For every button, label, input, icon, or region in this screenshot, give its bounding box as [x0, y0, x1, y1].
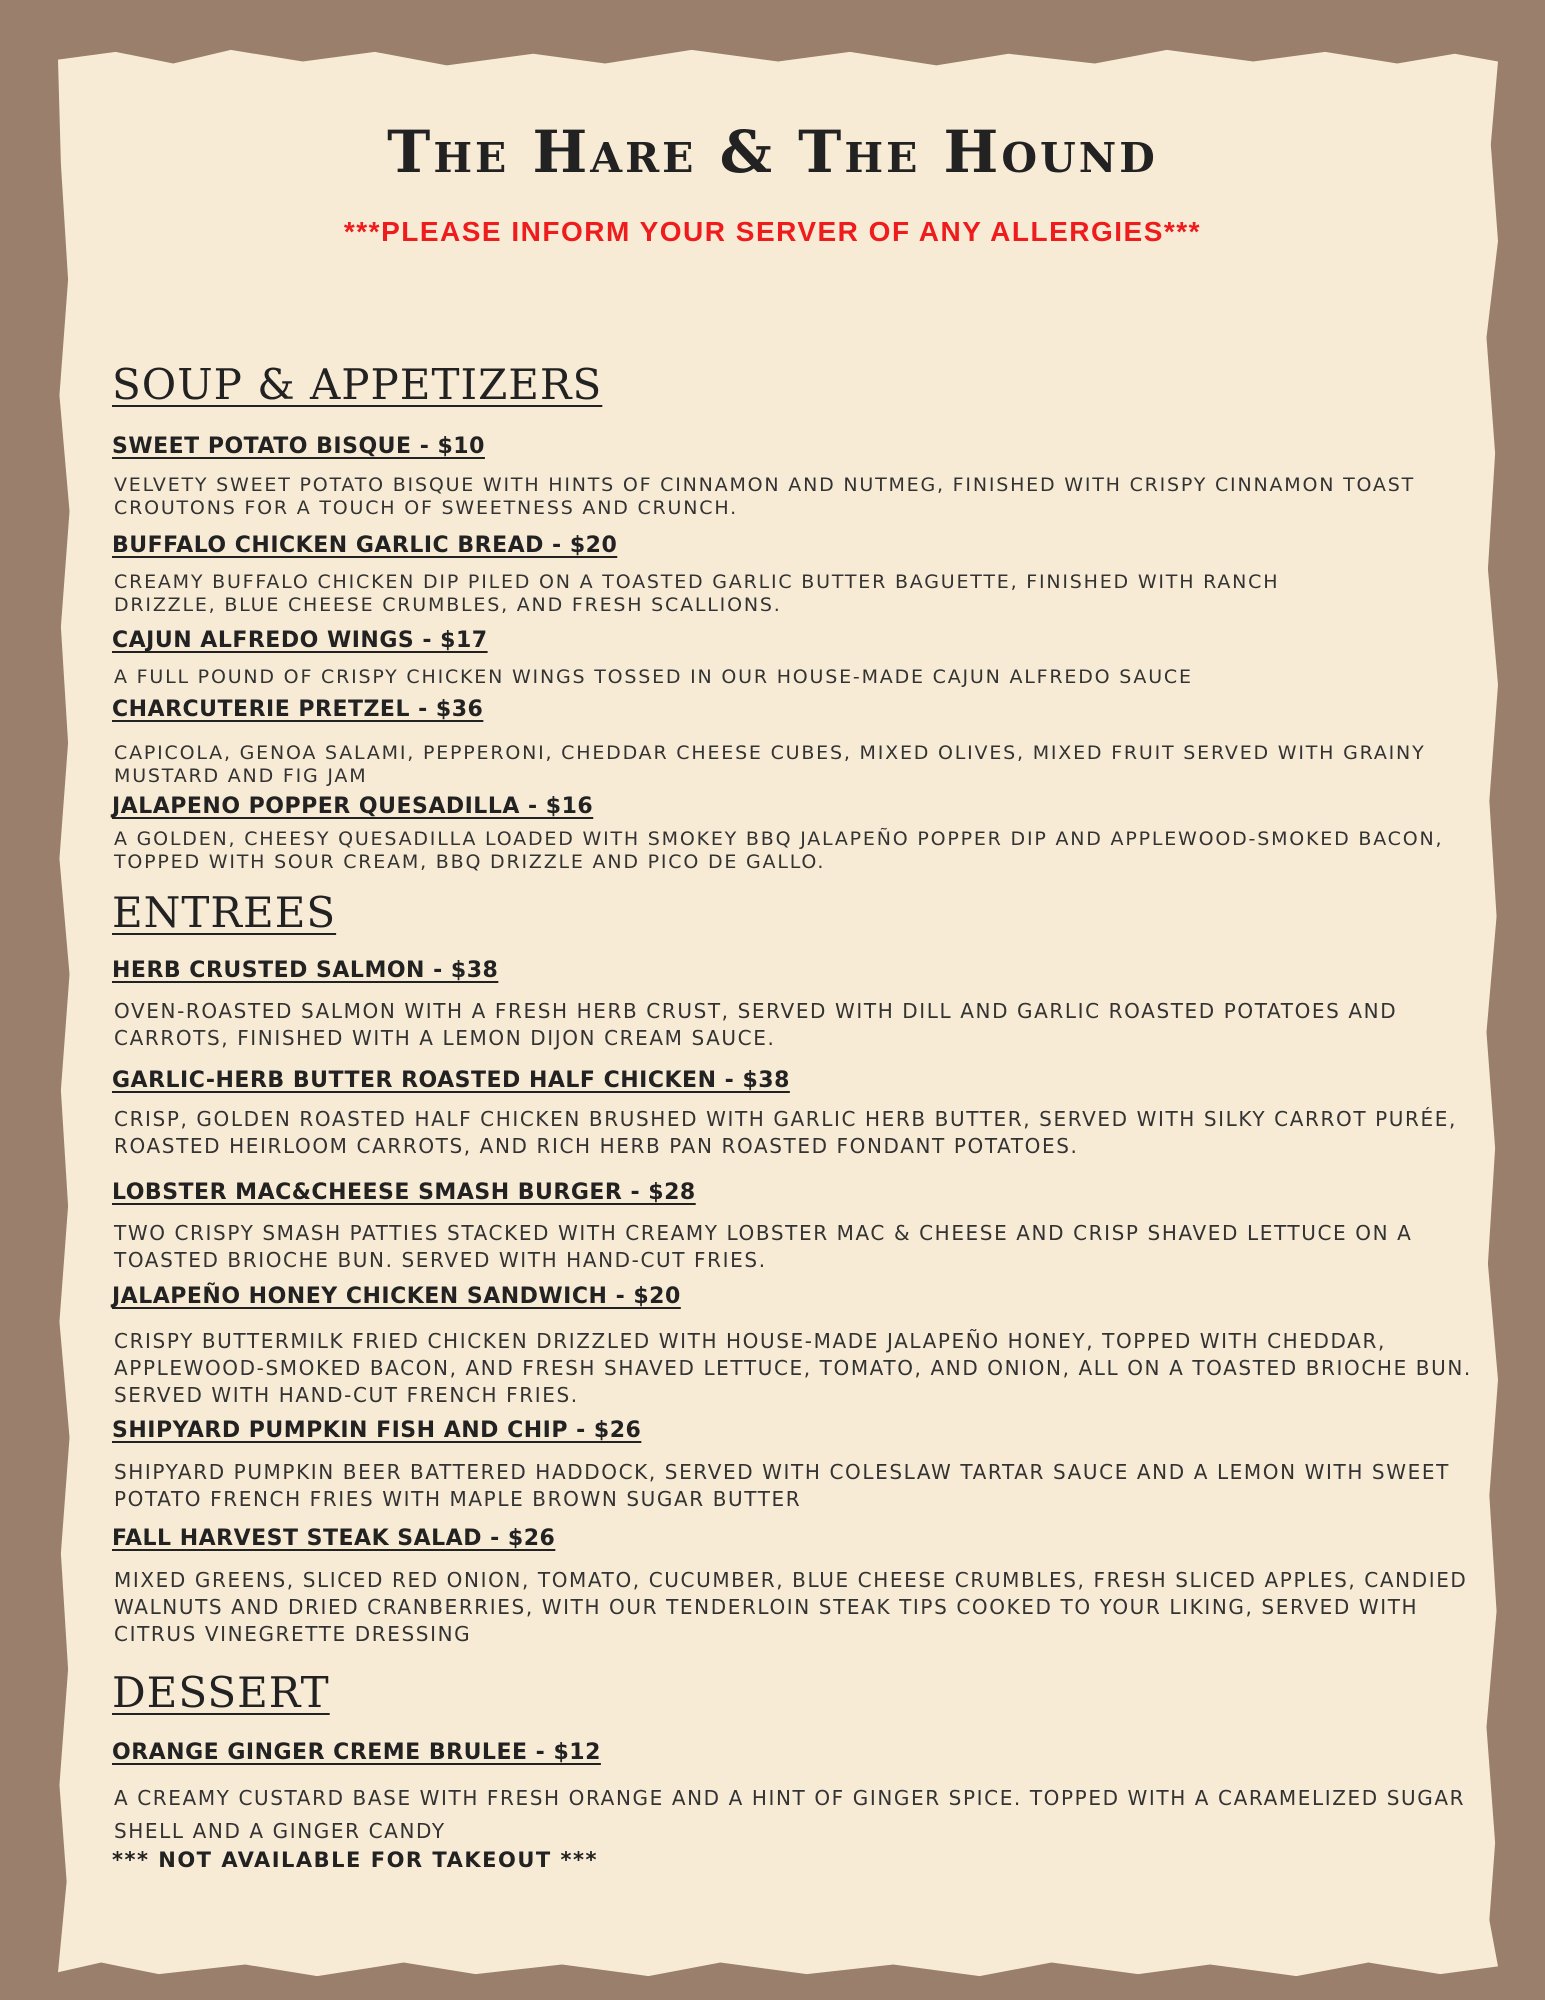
menu-item-description: TWO CRISPY SMASH PATTIES STACKED WITH CREAMY LOBSTER MAC & CHEESE AND CRISP SHAVED LETTUCE ON A TOASTED BRIOCHE BUN. SERVED WITH HAND-CUT FRIES.: [114, 1221, 1413, 1272]
menu-item-name: GARLIC-HERB BUTTER ROASTED HALF CHICKEN - $38: [112, 1068, 790, 1093]
takeout-note: *** NOT AVAILABLE FOR TAKEOUT ***: [112, 1848, 598, 1872]
menu-item-description: MIXED GREENS, SLICED RED ONION, TOMATO, CUCUMBER, BLUE CHEESE CRUMBLES, FRESH SLICED APPLES, CANDIED WALNUTS AND DRIED CRANBERRIES, WITH OUR TENDERLOIN STEAK TIPS COOKED TO YOUR LIKING, SERVED WITH CITRUS VINEGRETTE DRESSING: [114, 1568, 1468, 1646]
menu-item-name: FALL HARVEST STEAK SALAD - $26: [112, 1526, 556, 1551]
restaurant-name: The Hare & The Hound: [387, 118, 1158, 186]
menu-item-name: CAJUN ALFREDO WINGS - $17: [112, 628, 488, 653]
menu-item-name: ORANGE GINGER CREME BRULEE - $12: [112, 1740, 601, 1765]
menu-item-name: JALAPEÑO HONEY CHICKEN SANDWICH - $20: [112, 1284, 681, 1309]
menu-item-name: CHARCUTERIE PRETZEL - $36: [112, 697, 484, 722]
menu-item-description: CRISPY BUTTERMILK FRIED CHICKEN DRIZZLED WITH HOUSE-MADE JALAPEÑO HONEY, TOPPED WITH CHEDDAR, APPLEWOOD-SMOKED BACON, AND FRESH SHAVED LETTUCE, TOMATO, AND ONION, ALL ON A TOASTED BRIOCHE BUN. SERVED WITH HAND-CUT FRENCH FRIES.: [114, 1329, 1472, 1407]
menu-item-description: OVEN-ROASTED SALMON WITH A FRESH HERB CRUST, SERVED WITH DILL AND GARLIC ROASTED POTATOES AND CARROTS, FINISHED WITH A LEMON DIJON CREAM SAUCE.: [114, 999, 1398, 1050]
menu-item-description: SHIPYARD PUMPKIN BEER BATTERED HADDOCK, SERVED WITH COLESLAW TARTAR SAUCE AND A LEMON WITH SWEET POTATO FRENCH FRIES WITH MAPLE BROWN SUGAR BUTTER: [114, 1460, 1450, 1511]
menu-item-name: JALAPENO POPPER QUESADILLA - $16: [112, 794, 594, 819]
menu-item-description: A GOLDEN, CHEESY QUESADILLA LOADED WITH SMOKEY BBQ JALAPEÑO POPPER DIP AND APPLEWOOD-SMOKED BACON, TOPPED WITH SOUR CREAM, BBQ DRIZZLE AND PICO DE GALLO.: [114, 828, 1444, 873]
menu-item-description: A FULL POUND OF CRISPY CHICKEN WINGS TOSSED IN OUR HOUSE-MADE CAJUN ALFREDO SAUCE: [114, 666, 1193, 688]
menu-item-name: LOBSTER MAC&CHEESE SMASH BURGER - $28: [112, 1180, 696, 1205]
menu-item-description: CAPICOLA, GENOA SALAMI, PEPPERONI, CHEDDAR CHEESE CUBES, MIXED OLIVES, MIXED FRUIT SERVED WITH GRAINY MUSTARD AND FIG JAM: [114, 742, 1426, 787]
section-title-dessert: DESSERT: [112, 1668, 330, 1717]
section-title-soup-appetizers: SOUP & APPETIZERS: [112, 360, 603, 409]
menu-item-name: SWEET POTATO BISQUE - $10: [112, 434, 485, 459]
section-title-entrees: ENTREES: [112, 888, 337, 937]
menu-item-description: CRISP, GOLDEN ROASTED HALF CHICKEN BRUSHED WITH GARLIC HERB BUTTER, SERVED WITH SILKY CARROT PURÉE, ROASTED HEIRLOOM CARROTS, AND RICH HERB PAN ROASTED FONDANT POTATOES.: [114, 1107, 1457, 1158]
menu-item-description: A CREAMY CUSTARD BASE WITH FRESH ORANGE AND A HINT OF GINGER SPICE. TOPPED WITH A CARAMELIZED SUGAR SHELL AND A GINGER CANDY: [114, 1786, 1466, 1843]
menu-item-name: HERB CRUSTED SALMON - $38: [112, 958, 499, 983]
menu-item-name: BUFFALO CHICKEN GARLIC BREAD - $20: [112, 533, 618, 558]
menu-item-description: CREAMY BUFFALO CHICKEN DIP PILED ON A TOASTED GARLIC BUTTER BAGUETTE, FINISHED WITH RANCH DRIZZLE, BLUE CHEESE CRUMBLES, AND FRESH SCALLIONS.: [114, 571, 1280, 616]
allergy-notice: ***PLEASE INFORM YOUR SERVER OF ANY ALLERGIES***: [343, 216, 1202, 247]
menu-item-description: VELVETY SWEET POTATO BISQUE WITH HINTS OF CINNAMON AND NUTMEG, FINISHED WITH CRISPY CINNAMON TOAST CROUTONS FOR A TOUCH OF SWEETNESS AND CRUNCH.: [114, 474, 1415, 519]
menu-item-name: SHIPYARD PUMPKIN FISH AND CHIP - $26: [112, 1418, 642, 1443]
